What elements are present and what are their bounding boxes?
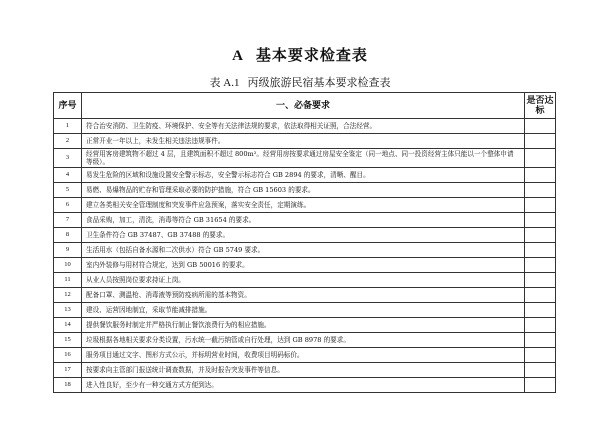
table-row — [54, 243, 556, 258]
row-requirement: 提供餐饮服务时制定并严格执行制止餐饮浪费行为的相应措施。 — [82, 318, 525, 333]
row-check-cell[interactable] — [525, 348, 556, 363]
row-number: 17 — [54, 363, 82, 378]
row-number: 1 — [54, 119, 82, 134]
table-row — [54, 333, 556, 348]
row-check-cell[interactable] — [525, 303, 556, 318]
table-row — [54, 134, 556, 149]
row-number: 16 — [54, 348, 82, 363]
row-number: 4 — [54, 168, 82, 183]
row-number: 13 — [54, 303, 82, 318]
page-title — [0, 44, 600, 65]
row-number: 10 — [54, 258, 82, 273]
row-requirement: 室内外装修与用材符合规定，达到 GB 50016 的要求。 — [82, 258, 525, 273]
row-number: 7 — [54, 213, 82, 228]
row-check-cell[interactable] — [525, 378, 556, 393]
header-check: 是否达标 — [525, 93, 556, 119]
row-requirement: 配备口罩、测温枪、消毒液等预防疫病所需的基本物资。 — [82, 288, 525, 303]
appendix-title: 基本要求检查表 — [255, 46, 368, 64]
table-row — [54, 213, 556, 228]
row-requirement: 生活用水（包括自备水源和二次供水）符合 GB 5749 要求。 — [82, 243, 525, 258]
row-check-cell[interactable] — [525, 134, 556, 149]
row-requirement: 建立各类相关安全管理制度和突发事件应急预案，落实安全责任，定期演练。 — [82, 198, 525, 213]
row-check-cell[interactable] — [525, 119, 556, 134]
row-requirement: 按要求向主管部门报送统计调查数据，并及时报告突发事件等信息。 — [82, 363, 525, 378]
row-requirement: 易燃、易爆物品的贮存和管理采取必要的防护措施，符合 GB 15603 的要求。 — [82, 183, 525, 198]
table-row — [54, 348, 556, 363]
table-row — [54, 288, 556, 303]
requirements-table — [53, 92, 556, 393]
row-requirement: 建设、运营因地制宜，采取节能减排措施。 — [82, 303, 525, 318]
row-number: 2 — [54, 134, 82, 149]
row-check-cell[interactable] — [525, 168, 556, 183]
table-row — [54, 363, 556, 378]
row-check-cell[interactable] — [525, 228, 556, 243]
appendix-letter: A — [232, 48, 244, 64]
row-check-cell[interactable] — [525, 318, 556, 333]
header-item: 一、必备要求 — [82, 93, 525, 119]
header-seq: 序号 — [54, 93, 82, 119]
row-check-cell[interactable] — [525, 333, 556, 348]
row-number: 14 — [54, 318, 82, 333]
row-check-cell[interactable] — [525, 183, 556, 198]
row-check-cell[interactable] — [525, 213, 556, 228]
row-number: 8 — [54, 228, 82, 243]
row-requirement: 符合治安消防、卫生防疫、环境保护、安全等有关法律法规的要求，依法取得相关证照，合法经营。 — [82, 119, 525, 134]
table-row — [54, 258, 556, 273]
row-requirement: 食品采购，加工，清洗，消毒等符合 GB 31654 的要求。 — [82, 213, 525, 228]
table-row — [54, 183, 556, 198]
table-row — [54, 378, 556, 393]
row-requirement: 服务项目通过文字、图形方式公示，并标明营业时间，收费项目明码标价。 — [82, 348, 525, 363]
table-caption-text: 丙级旅游民宿基本要求检查表 — [247, 76, 391, 89]
row-requirement: 垃圾根据各地相关要求分类设置，污水统一截污纳管或自行处理，达到 GB 8978 的要求。 — [82, 333, 525, 348]
row-check-cell[interactable] — [525, 363, 556, 378]
row-check-cell[interactable] — [525, 243, 556, 258]
row-number: 12 — [54, 288, 82, 303]
row-check-cell[interactable] — [525, 273, 556, 288]
table-row — [54, 228, 556, 243]
table-header-row — [54, 93, 556, 119]
row-number: 6 — [54, 198, 82, 213]
table-row — [54, 149, 556, 168]
table-row — [54, 303, 556, 318]
row-check-cell[interactable] — [525, 149, 556, 168]
table-row — [54, 168, 556, 183]
row-number: 18 — [54, 378, 82, 393]
table-number: 表 A.1 — [209, 77, 240, 89]
row-requirement: 卫生条件符合 GB 37487、GB 37488 的要求。 — [82, 228, 525, 243]
row-requirement: 经营用客房建筑物不超过 4 层，且建筑面积不超过 800m²。经营用房按要求通过房屋安全鉴定（同一地点、同一投资经营主体只能以一个整体申请等级）。 — [82, 149, 525, 168]
row-number: 11 — [54, 273, 82, 288]
row-requirement: 进入性良好，至少有一种交通方式方便到达。 — [82, 378, 525, 393]
row-check-cell[interactable] — [525, 198, 556, 213]
row-number: 15 — [54, 333, 82, 348]
row-requirement: 正常开业一年以上，未发生相关违法违规事件。 — [82, 134, 525, 149]
row-requirement: 易发生危险的区域和设施设置安全警示标志，安全警示标志符合 GB 2894 的要求，清晰、醒目。 — [82, 168, 525, 183]
row-number: 3 — [54, 149, 82, 168]
table-row — [54, 198, 556, 213]
table-row — [54, 273, 556, 288]
row-number: 9 — [54, 243, 82, 258]
row-requirement: 从业人员按照岗位要求持证上岗。 — [82, 273, 525, 288]
table-row — [54, 119, 556, 134]
row-check-cell[interactable] — [525, 258, 556, 273]
row-number: 5 — [54, 183, 82, 198]
row-check-cell[interactable] — [525, 288, 556, 303]
table-row — [54, 318, 556, 333]
table-caption — [0, 74, 600, 90]
